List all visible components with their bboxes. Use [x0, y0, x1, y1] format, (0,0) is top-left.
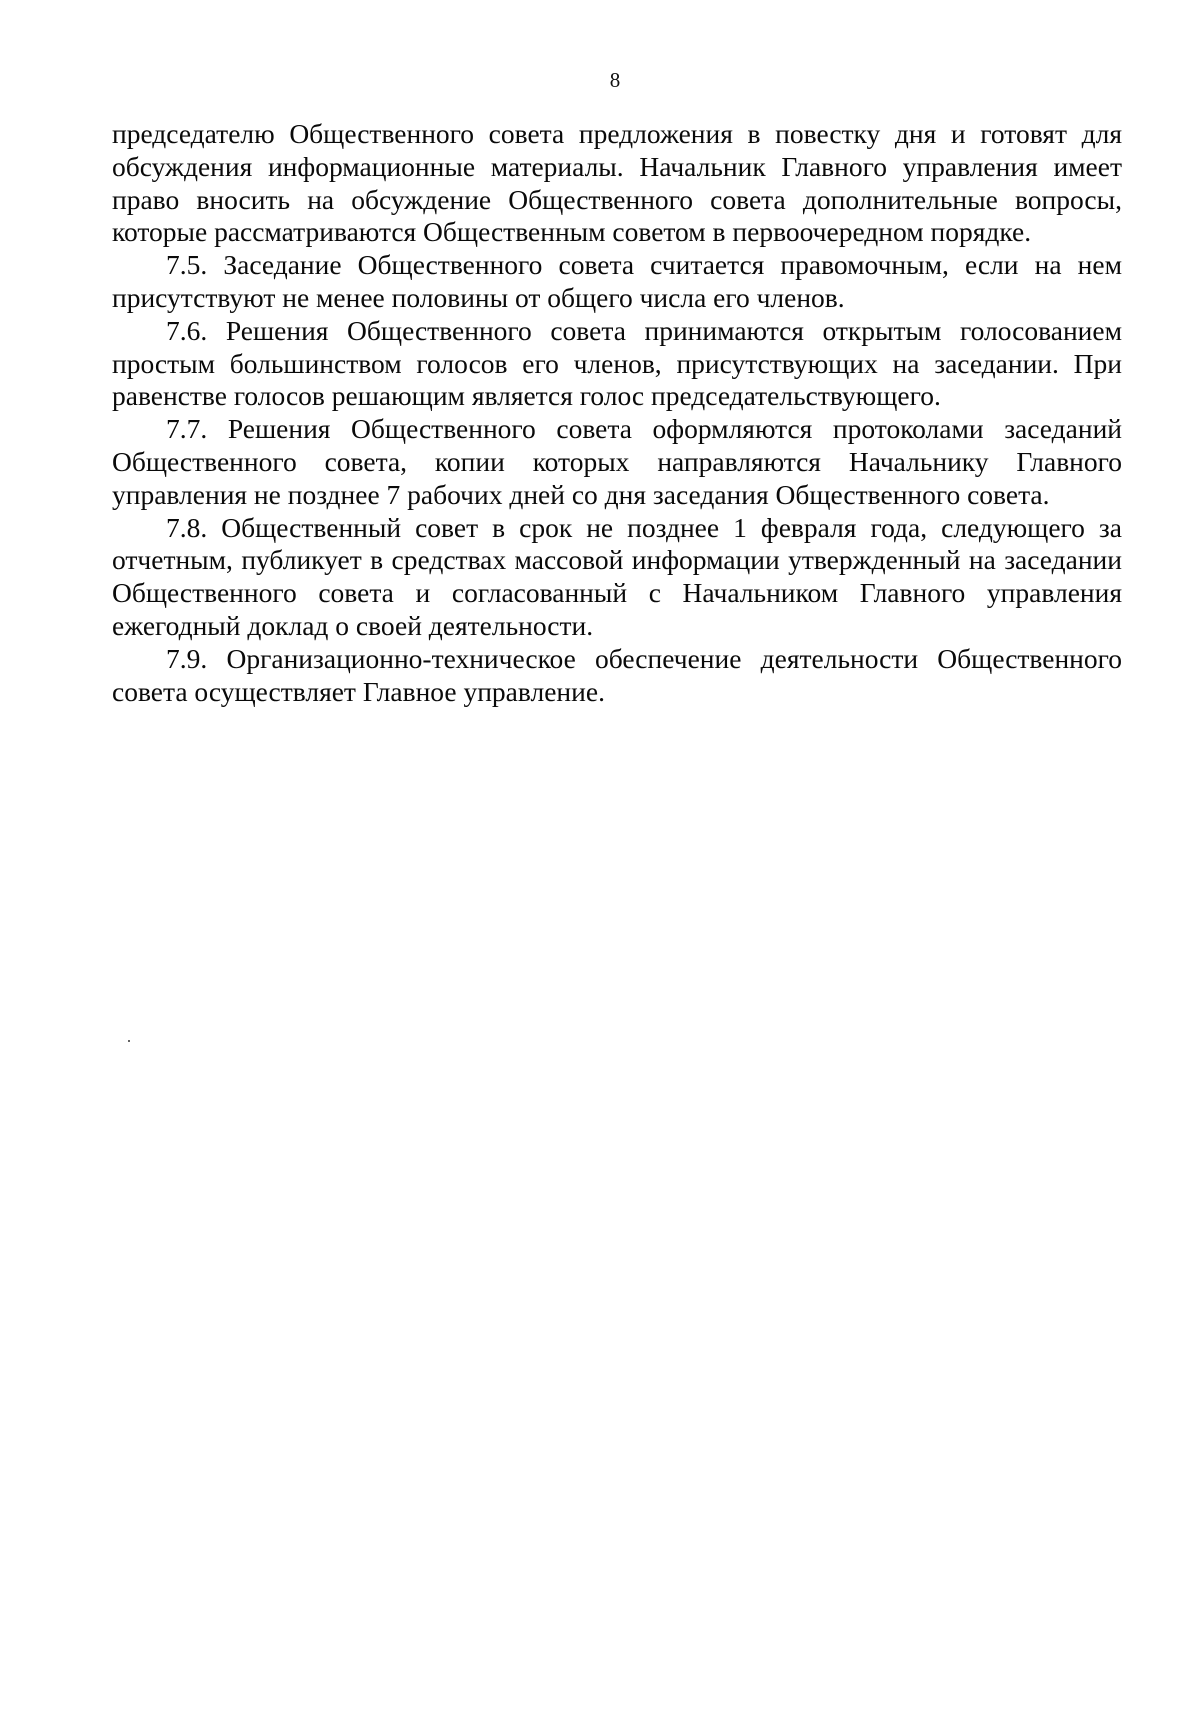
scan-speck	[128, 1040, 130, 1042]
paragraph-7-5: 7.5. Заседание Общественного совета считается правомочным, если на нем присутствуют не менее половины от общего числа его членов.	[112, 249, 1122, 313]
paragraph-7-8: 7.8. Общественный совет в срок не позднее 1 февраля года, следующего за отчетным, публикует в средствах массовой информации утвержденный на заседании Общественного совета и согласованный с Начальником Главного управления ежегодный доклад о своей деятельности.	[112, 511, 1122, 641]
paragraph-continuation: председателю Общественного совета предложения в повестку дня и готовят для обсуждения информационные материалы. Начальник Главного управления имеет право вносить на обсуждение Общественного совета дополнительные вопросы, которые рассматриваются Общественным советом в первоочередном порядке.	[112, 118, 1122, 248]
paragraph-7-7: 7.7. Решения Общественного совета оформляются протоколами заседаний Общественного совета, копии которых направляются Начальнику Главного управления не позднее 7 рабочих дней со дня заседания Общественного совета.	[112, 413, 1122, 510]
paragraph-7-6: 7.6. Решения Общественного совета принимаются открытым голосованием простым большинством голосов его членов, присутствующих на заседании. При равенстве голосов решающим является голос председательствующего.	[112, 314, 1122, 412]
document-body	[112, 118, 1122, 708]
page-number: 8	[609, 68, 621, 92]
paragraph-7-9: 7.9. Организационно-техническое обеспечение деятельности Общественного совета осуществляет Главное управление.	[112, 642, 1122, 707]
